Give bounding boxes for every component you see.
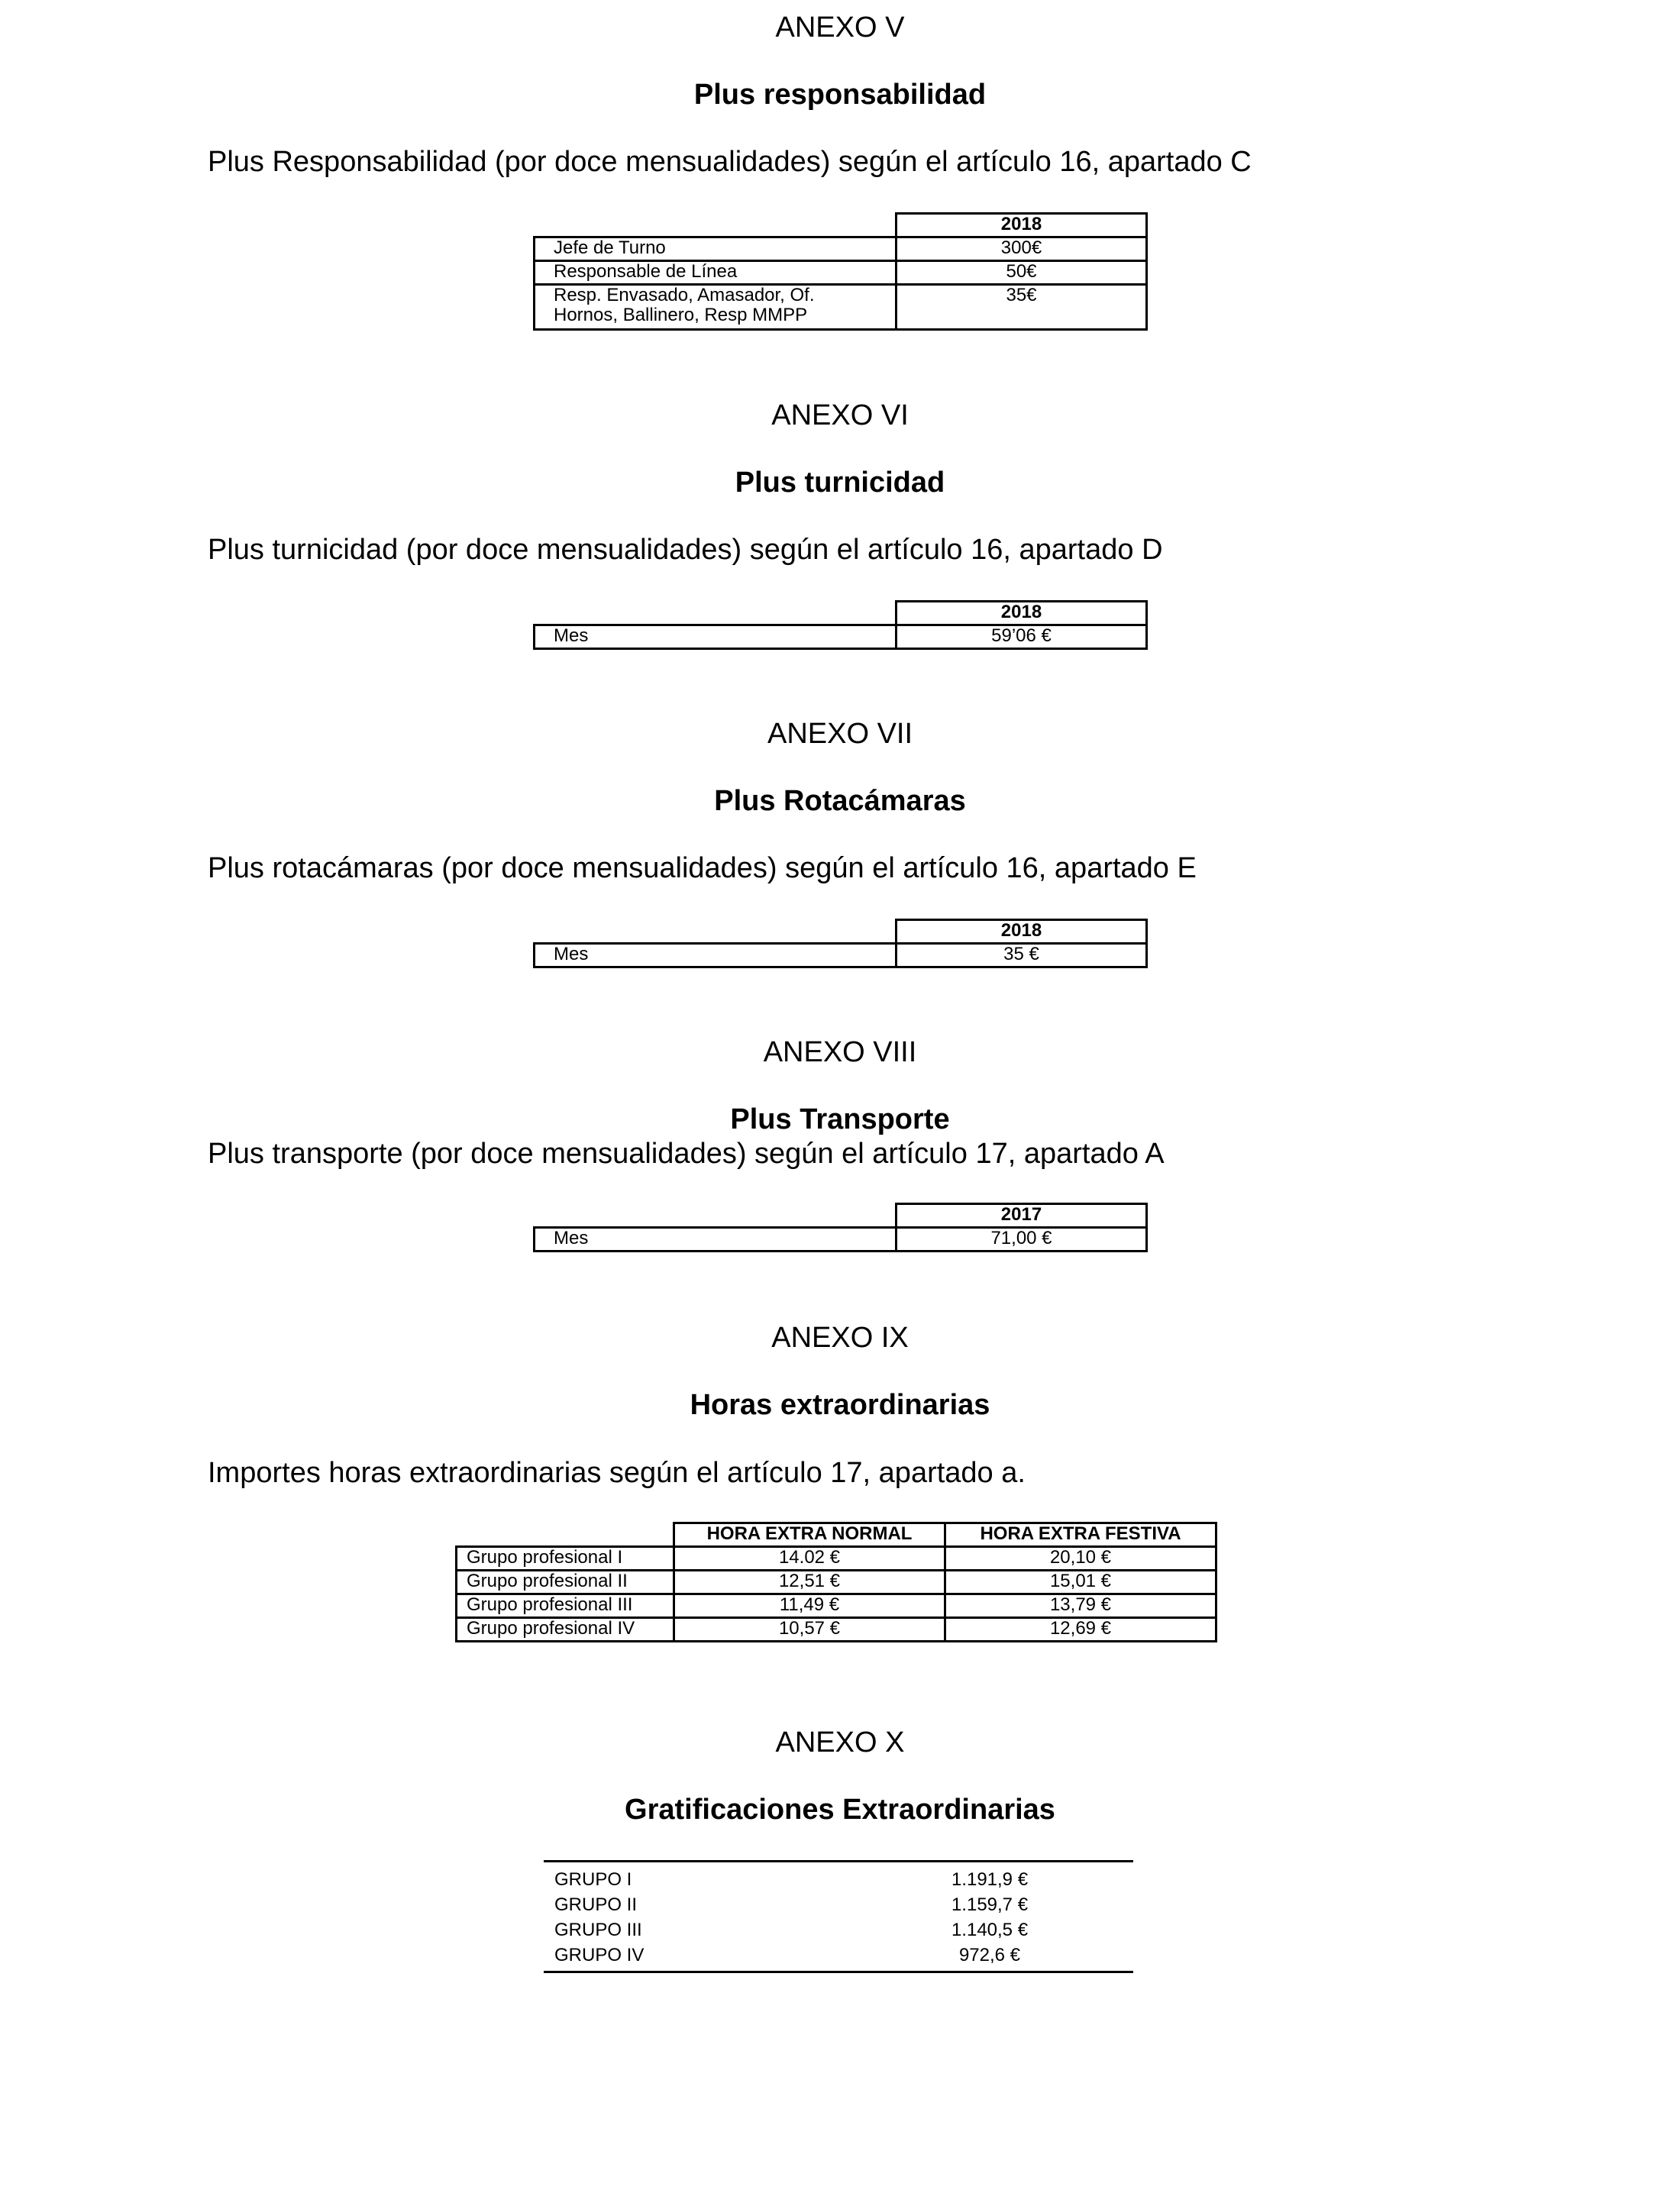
group-value: 1.191,9 € [951, 1869, 1029, 1890]
annex-v-heading: Plus responsabilidad [693, 79, 987, 111]
column-header: HORA EXTRA FESTIVA [945, 1523, 1216, 1547]
transporte-table [533, 1203, 1148, 1252]
festiva-value: 13,79 € [945, 1594, 1216, 1618]
festiva-value: 15,01 € [945, 1571, 1216, 1594]
group-value: 1.140,5 € [951, 1920, 1029, 1940]
table-row [544, 1943, 1133, 1968]
row-value: 300€ [897, 237, 1147, 261]
group-label: GRUPO II [554, 1894, 638, 1915]
row-label: Grupo profesional II [457, 1571, 674, 1594]
annex-vii-intro: Plus rotacámaras (por doce mensualidades) según el artículo 16, apartado E [208, 852, 1197, 884]
row-label: Mes [535, 1228, 897, 1252]
table-row [544, 1892, 1133, 1917]
row-label: Mes [535, 625, 897, 649]
annex-ix-intro: Importes horas extraordinarias según el artículo 17, apartado a. [208, 1457, 1026, 1489]
table-row [535, 1228, 1147, 1252]
row-value: 35 € [897, 944, 1147, 967]
table-row [535, 261, 1147, 285]
annex-vi-heading: Plus turnicidad [735, 467, 945, 499]
table-row [544, 1867, 1133, 1892]
annex-x-title: ANEXO X [775, 1726, 905, 1759]
festiva-value: 20,10 € [945, 1547, 1216, 1571]
row-value: 71,00 € [897, 1228, 1147, 1252]
rotacamaras-table [533, 919, 1148, 968]
table-row [535, 944, 1147, 967]
table-row [535, 285, 1147, 330]
normal-value: 11,49 € [674, 1594, 945, 1618]
row-label: Mes [535, 944, 897, 967]
row-label: Grupo profesional III [457, 1594, 674, 1618]
annex-vi-title: ANEXO VI [771, 399, 909, 431]
group-value: 972,6 € [958, 1945, 1021, 1965]
table-row [457, 1618, 1216, 1642]
table-row [535, 625, 1147, 649]
row-label: Grupo profesional I [457, 1547, 674, 1571]
row-label: Resp. Envasado, Amasador, Of. Hornos, Ballinero, Resp MMPP [535, 285, 897, 330]
annex-viii-heading: Plus Transporte [730, 1103, 950, 1135]
row-label: Grupo profesional IV [457, 1618, 674, 1642]
annex-viii-intro: Plus transporte (por doce mensualidades) según el artículo 17, apartado A [208, 1138, 1165, 1170]
column-header: HORA EXTRA NORMAL [674, 1523, 945, 1547]
annex-vi-intro: Plus turnicidad (por doce mensualidades) según el artículo 16, apartado D [208, 534, 1163, 566]
responsabilidad-table [533, 212, 1148, 331]
annex-ix-heading: Horas extraordinarias [690, 1389, 990, 1421]
table-row [457, 1547, 1216, 1571]
row-value: 59’06 € [897, 625, 1147, 649]
group-label: GRUPO IV [554, 1945, 645, 1965]
annex-vii-title: ANEXO VII [767, 718, 913, 750]
year-header: 2017 [897, 1204, 1147, 1228]
normal-value: 14.02 € [674, 1547, 945, 1571]
annex-v-intro: Plus Responsabilidad (por doce mensualidades) según el artículo 16, apartado C [208, 146, 1252, 178]
table-row [544, 1917, 1133, 1943]
annex-v-title: ANEXO V [775, 11, 905, 44]
group-label: GRUPO I [554, 1869, 632, 1890]
row-label: Jefe de Turno [535, 237, 897, 261]
festiva-value: 12,69 € [945, 1618, 1216, 1642]
year-header: 2018 [897, 602, 1147, 625]
year-header: 2018 [897, 214, 1147, 237]
normal-value: 10,57 € [674, 1618, 945, 1642]
normal-value: 12,51 € [674, 1571, 945, 1594]
group-label: GRUPO III [554, 1920, 642, 1940]
table-row [457, 1571, 1216, 1594]
group-value: 1.159,7 € [951, 1894, 1029, 1915]
row-value: 35€ [897, 285, 1147, 330]
annex-vii-heading: Plus Rotacámaras [714, 785, 966, 817]
gratificaciones-table [544, 1860, 1133, 1973]
row-label: Responsable de Línea [535, 261, 897, 285]
table-row [457, 1594, 1216, 1618]
annex-ix-title: ANEXO IX [771, 1322, 909, 1354]
annex-viii-title: ANEXO VIII [763, 1036, 917, 1068]
annex-x-heading: Gratificaciones Extraordinarias [625, 1794, 1055, 1826]
horas-extra-table [455, 1522, 1217, 1642]
year-header: 2018 [897, 920, 1147, 944]
row-value: 50€ [897, 261, 1147, 285]
turnicidad-table [533, 600, 1148, 650]
table-row [535, 237, 1147, 261]
